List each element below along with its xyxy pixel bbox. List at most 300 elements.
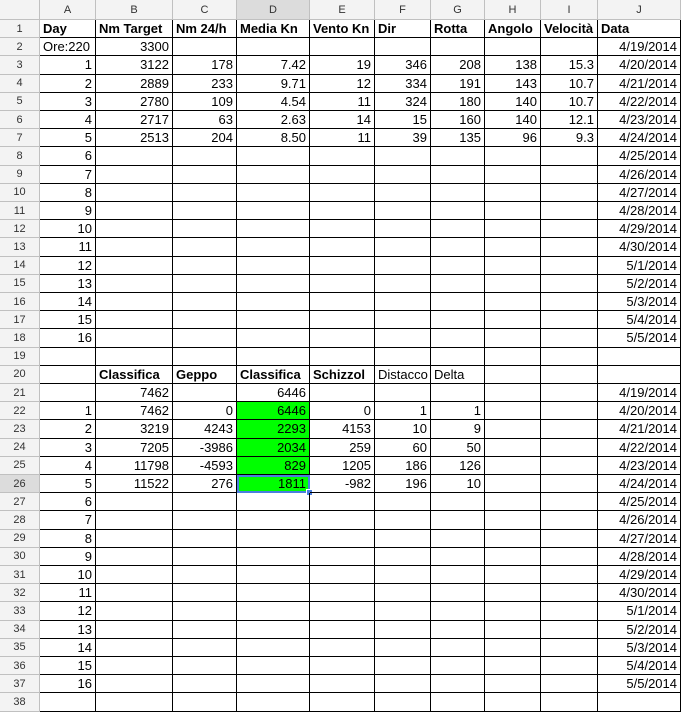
row-header-14[interactable]: 14 [0, 257, 40, 275]
row-header-36[interactable]: 36 [0, 657, 40, 675]
cell-j31[interactable]: 4/29/2014 [598, 566, 681, 584]
cell-c34[interactable] [173, 621, 237, 639]
cell-c13[interactable] [173, 238, 237, 256]
cell-g16[interactable] [431, 293, 485, 311]
cell-j18[interactable]: 5/5/2014 [598, 329, 681, 347]
row-header-30[interactable]: 30 [0, 548, 40, 566]
row-header-22[interactable]: 22 [0, 402, 40, 420]
cell-g36[interactable] [431, 657, 485, 675]
cell-a2[interactable]: Ore:220 [40, 38, 96, 56]
cell-a18[interactable]: 16 [40, 329, 96, 347]
cell-f16[interactable] [375, 293, 431, 311]
cell-c25[interactable]: -4593 [173, 457, 237, 475]
cell-c33[interactable] [173, 602, 237, 620]
cell-c6[interactable]: 63 [173, 111, 237, 129]
cell-c5[interactable]: 109 [173, 93, 237, 111]
cell-h26[interactable] [485, 475, 541, 493]
cell-c38[interactable] [173, 693, 237, 711]
row-header-2[interactable]: 2 [0, 38, 40, 56]
cell-j28[interactable]: 4/26/2014 [598, 511, 681, 529]
cell-c14[interactable] [173, 257, 237, 275]
cell-g35[interactable] [431, 639, 485, 657]
cell-f38[interactable] [375, 693, 431, 711]
cell-e8[interactable] [310, 147, 375, 165]
cell-e20[interactable]: Schizzol [310, 366, 375, 384]
cell-b14[interactable] [96, 257, 173, 275]
cell-f17[interactable] [375, 311, 431, 329]
row-header-4[interactable]: 4 [0, 75, 40, 93]
cell-e18[interactable] [310, 329, 375, 347]
cell-b19[interactable] [96, 348, 173, 366]
cell-d28[interactable] [237, 511, 310, 529]
cell-c35[interactable] [173, 639, 237, 657]
cell-h10[interactable] [485, 184, 541, 202]
cell-i17[interactable] [541, 311, 598, 329]
cell-j37[interactable]: 5/5/2014 [598, 675, 681, 693]
row-header-18[interactable]: 18 [0, 329, 40, 347]
cell-a37[interactable]: 16 [40, 675, 96, 693]
cell-j27[interactable]: 4/25/2014 [598, 493, 681, 511]
row-header-28[interactable]: 28 [0, 511, 40, 529]
cell-e13[interactable] [310, 238, 375, 256]
cell-j33[interactable]: 5/1/2014 [598, 602, 681, 620]
column-header-h[interactable]: H [485, 0, 541, 20]
cell-e14[interactable] [310, 257, 375, 275]
cell-d30[interactable] [237, 548, 310, 566]
row-header-20[interactable]: 20 [0, 366, 40, 384]
row-header-26[interactable]: 26 [0, 475, 40, 493]
cell-e21[interactable] [310, 384, 375, 402]
cell-i31[interactable] [541, 566, 598, 584]
cell-j16[interactable]: 5/3/2014 [598, 293, 681, 311]
cell-g38[interactable] [431, 693, 485, 711]
cell-e4[interactable]: 12 [310, 75, 375, 93]
row-header-6[interactable]: 6 [0, 111, 40, 129]
cell-i3[interactable]: 15.3 [541, 56, 598, 74]
row-header-1[interactable]: 1 [0, 20, 40, 38]
cell-f30[interactable] [375, 548, 431, 566]
cell-b12[interactable] [96, 220, 173, 238]
cell-g13[interactable] [431, 238, 485, 256]
cell-g34[interactable] [431, 621, 485, 639]
cell-i12[interactable] [541, 220, 598, 238]
cell-d18[interactable] [237, 329, 310, 347]
cell-i18[interactable] [541, 329, 598, 347]
cell-d6[interactable]: 2.63 [237, 111, 310, 129]
cell-d4[interactable]: 9.71 [237, 75, 310, 93]
cell-c10[interactable] [173, 184, 237, 202]
cell-h31[interactable] [485, 566, 541, 584]
cell-h22[interactable] [485, 402, 541, 420]
cell-g15[interactable] [431, 275, 485, 293]
cell-f22[interactable]: 1 [375, 402, 431, 420]
cell-h35[interactable] [485, 639, 541, 657]
cell-e11[interactable] [310, 202, 375, 220]
cell-h27[interactable] [485, 493, 541, 511]
cell-c36[interactable] [173, 657, 237, 675]
cell-d10[interactable] [237, 184, 310, 202]
row-header-16[interactable]: 16 [0, 293, 40, 311]
cell-c30[interactable] [173, 548, 237, 566]
cell-g23[interactable]: 9 [431, 420, 485, 438]
cell-a22[interactable]: 1 [40, 402, 96, 420]
cell-e30[interactable] [310, 548, 375, 566]
row-header-13[interactable]: 13 [0, 238, 40, 256]
cell-f12[interactable] [375, 220, 431, 238]
cell-i23[interactable] [541, 420, 598, 438]
cell-d25[interactable]: 829 [237, 457, 310, 475]
cell-g27[interactable] [431, 493, 485, 511]
cell-d37[interactable] [237, 675, 310, 693]
cell-d16[interactable] [237, 293, 310, 311]
cell-i35[interactable] [541, 639, 598, 657]
cell-e15[interactable] [310, 275, 375, 293]
cell-c28[interactable] [173, 511, 237, 529]
cell-d13[interactable] [237, 238, 310, 256]
cell-j32[interactable]: 4/30/2014 [598, 584, 681, 602]
cell-b17[interactable] [96, 311, 173, 329]
cell-d27[interactable] [237, 493, 310, 511]
cell-e9[interactable] [310, 166, 375, 184]
cell-f29[interactable] [375, 530, 431, 548]
cell-d15[interactable] [237, 275, 310, 293]
cell-f18[interactable] [375, 329, 431, 347]
cell-d14[interactable] [237, 257, 310, 275]
cell-a26[interactable]: 5 [40, 475, 96, 493]
cell-e12[interactable] [310, 220, 375, 238]
cell-i9[interactable] [541, 166, 598, 184]
cell-a14[interactable]: 12 [40, 257, 96, 275]
cell-j22[interactable]: 4/20/2014 [598, 402, 681, 420]
cell-g37[interactable] [431, 675, 485, 693]
cell-g18[interactable] [431, 329, 485, 347]
cell-g32[interactable] [431, 584, 485, 602]
cell-h8[interactable] [485, 147, 541, 165]
cell-f1[interactable]: Dir [375, 20, 431, 38]
row-header-24[interactable]: 24 [0, 439, 40, 457]
cell-d31[interactable] [237, 566, 310, 584]
cell-g30[interactable] [431, 548, 485, 566]
cell-g28[interactable] [431, 511, 485, 529]
cell-j12[interactable]: 4/29/2014 [598, 220, 681, 238]
cell-f36[interactable] [375, 657, 431, 675]
cell-c22[interactable]: 0 [173, 402, 237, 420]
cell-j2[interactable]: 4/19/2014 [598, 38, 681, 56]
cell-j30[interactable]: 4/28/2014 [598, 548, 681, 566]
cell-i34[interactable] [541, 621, 598, 639]
cell-a35[interactable]: 14 [40, 639, 96, 657]
cell-j17[interactable]: 5/4/2014 [598, 311, 681, 329]
cell-h24[interactable] [485, 439, 541, 457]
cell-h36[interactable] [485, 657, 541, 675]
cell-h1[interactable]: Angolo [485, 20, 541, 38]
row-header-11[interactable]: 11 [0, 202, 40, 220]
column-header-f[interactable]: F [375, 0, 431, 20]
cell-h33[interactable] [485, 602, 541, 620]
cell-f20[interactable]: Distacco [375, 366, 431, 384]
cell-e16[interactable] [310, 293, 375, 311]
cell-d2[interactable] [237, 38, 310, 56]
cell-j20[interactable] [598, 366, 681, 384]
cell-i4[interactable]: 10.7 [541, 75, 598, 93]
cell-a34[interactable]: 13 [40, 621, 96, 639]
cell-a21[interactable] [40, 384, 96, 402]
cell-h34[interactable] [485, 621, 541, 639]
column-header-e[interactable]: E [310, 0, 375, 20]
column-header-d[interactable]: D [237, 0, 310, 20]
cell-a24[interactable]: 3 [40, 439, 96, 457]
cell-e10[interactable] [310, 184, 375, 202]
cell-h16[interactable] [485, 293, 541, 311]
column-header-i[interactable]: I [541, 0, 598, 20]
cell-j13[interactable]: 4/30/2014 [598, 238, 681, 256]
cell-a12[interactable]: 10 [40, 220, 96, 238]
cell-e3[interactable]: 19 [310, 56, 375, 74]
cell-a7[interactable]: 5 [40, 129, 96, 147]
cell-i20[interactable] [541, 366, 598, 384]
cell-d20[interactable]: Classifica [237, 366, 310, 384]
cell-c1[interactable]: Nm 24/h [173, 20, 237, 38]
cell-f6[interactable]: 15 [375, 111, 431, 129]
cell-f31[interactable] [375, 566, 431, 584]
cell-e6[interactable]: 14 [310, 111, 375, 129]
cell-b2[interactable]: 3300 [96, 38, 173, 56]
row-header-25[interactable]: 25 [0, 457, 40, 475]
cell-h6[interactable]: 140 [485, 111, 541, 129]
cell-h11[interactable] [485, 202, 541, 220]
cell-c26[interactable]: 276 [173, 475, 237, 493]
cell-i19[interactable] [541, 348, 598, 366]
cell-b8[interactable] [96, 147, 173, 165]
cell-f26[interactable]: 196 [375, 475, 431, 493]
cell-d12[interactable] [237, 220, 310, 238]
cell-f27[interactable] [375, 493, 431, 511]
cell-f13[interactable] [375, 238, 431, 256]
cell-h9[interactable] [485, 166, 541, 184]
cell-d7[interactable]: 8.50 [237, 129, 310, 147]
cell-g17[interactable] [431, 311, 485, 329]
cell-b24[interactable]: 7205 [96, 439, 173, 457]
cell-c29[interactable] [173, 530, 237, 548]
cell-c23[interactable]: 4243 [173, 420, 237, 438]
cell-e19[interactable] [310, 348, 375, 366]
cell-c7[interactable]: 204 [173, 129, 237, 147]
row-header-12[interactable]: 12 [0, 220, 40, 238]
cell-c11[interactable] [173, 202, 237, 220]
cell-f15[interactable] [375, 275, 431, 293]
cell-c2[interactable] [173, 38, 237, 56]
cell-f3[interactable]: 346 [375, 56, 431, 74]
cell-i25[interactable] [541, 457, 598, 475]
cell-a32[interactable]: 11 [40, 584, 96, 602]
cell-f32[interactable] [375, 584, 431, 602]
cell-j11[interactable]: 4/28/2014 [598, 202, 681, 220]
row-header-27[interactable]: 27 [0, 493, 40, 511]
cell-c31[interactable] [173, 566, 237, 584]
cell-g31[interactable] [431, 566, 485, 584]
cell-a19[interactable] [40, 348, 96, 366]
cell-g26[interactable]: 10 [431, 475, 485, 493]
cell-i37[interactable] [541, 675, 598, 693]
cell-b11[interactable] [96, 202, 173, 220]
cell-c19[interactable] [173, 348, 237, 366]
row-header-10[interactable]: 10 [0, 184, 40, 202]
cell-b33[interactable] [96, 602, 173, 620]
cell-d11[interactable] [237, 202, 310, 220]
cell-a15[interactable]: 13 [40, 275, 96, 293]
cell-b10[interactable] [96, 184, 173, 202]
cell-b28[interactable] [96, 511, 173, 529]
cell-g14[interactable] [431, 257, 485, 275]
cell-b1[interactable]: Nm Target [96, 20, 173, 38]
cell-j19[interactable] [598, 348, 681, 366]
cell-e27[interactable] [310, 493, 375, 511]
cell-g12[interactable] [431, 220, 485, 238]
cell-i38[interactable] [541, 693, 598, 711]
cell-b38[interactable] [96, 693, 173, 711]
cell-c24[interactable]: -3986 [173, 439, 237, 457]
cell-a27[interactable]: 6 [40, 493, 96, 511]
cell-i36[interactable] [541, 657, 598, 675]
cell-i11[interactable] [541, 202, 598, 220]
cell-i1[interactable]: Velocità [541, 20, 598, 38]
cell-b23[interactable]: 3219 [96, 420, 173, 438]
cell-d24[interactable]: 2034 [237, 439, 310, 457]
cell-c17[interactable] [173, 311, 237, 329]
cell-f7[interactable]: 39 [375, 129, 431, 147]
cell-f37[interactable] [375, 675, 431, 693]
cell-j23[interactable]: 4/21/2014 [598, 420, 681, 438]
cell-f35[interactable] [375, 639, 431, 657]
cell-a17[interactable]: 15 [40, 311, 96, 329]
cell-e25[interactable]: 1205 [310, 457, 375, 475]
cell-b36[interactable] [96, 657, 173, 675]
cell-d29[interactable] [237, 530, 310, 548]
cell-f2[interactable] [375, 38, 431, 56]
cell-h12[interactable] [485, 220, 541, 238]
cell-b16[interactable] [96, 293, 173, 311]
cell-g3[interactable]: 208 [431, 56, 485, 74]
cell-h32[interactable] [485, 584, 541, 602]
cell-j7[interactable]: 4/24/2014 [598, 129, 681, 147]
cell-h5[interactable]: 140 [485, 93, 541, 111]
cell-d17[interactable] [237, 311, 310, 329]
cell-d32[interactable] [237, 584, 310, 602]
cell-g8[interactable] [431, 147, 485, 165]
cell-j26[interactable]: 4/24/2014 [598, 475, 681, 493]
cell-e2[interactable] [310, 38, 375, 56]
cell-h13[interactable] [485, 238, 541, 256]
cell-i7[interactable]: 9.3 [541, 129, 598, 147]
column-header-j[interactable]: J [598, 0, 681, 20]
cell-a3[interactable]: 1 [40, 56, 96, 74]
cell-b29[interactable] [96, 530, 173, 548]
cell-j14[interactable]: 5/1/2014 [598, 257, 681, 275]
cell-b37[interactable] [96, 675, 173, 693]
row-header-5[interactable]: 5 [0, 93, 40, 111]
cell-f8[interactable] [375, 147, 431, 165]
cell-d35[interactable] [237, 639, 310, 657]
cell-h38[interactable] [485, 693, 541, 711]
row-header-34[interactable]: 34 [0, 621, 40, 639]
cell-h17[interactable] [485, 311, 541, 329]
cell-f14[interactable] [375, 257, 431, 275]
cell-a20[interactable] [40, 366, 96, 384]
cell-e24[interactable]: 259 [310, 439, 375, 457]
cell-c37[interactable] [173, 675, 237, 693]
cell-i14[interactable] [541, 257, 598, 275]
cell-h29[interactable] [485, 530, 541, 548]
cell-a16[interactable]: 14 [40, 293, 96, 311]
cell-a13[interactable]: 11 [40, 238, 96, 256]
cell-j6[interactable]: 4/23/2014 [598, 111, 681, 129]
row-header-37[interactable]: 37 [0, 675, 40, 693]
cell-f25[interactable]: 186 [375, 457, 431, 475]
cell-b9[interactable] [96, 166, 173, 184]
cell-d9[interactable] [237, 166, 310, 184]
cell-j1[interactable]: Data [598, 20, 681, 38]
cell-e22[interactable]: 0 [310, 402, 375, 420]
cell-f10[interactable] [375, 184, 431, 202]
cell-e33[interactable] [310, 602, 375, 620]
row-header-38[interactable]: 38 [0, 693, 40, 711]
cell-a23[interactable]: 2 [40, 420, 96, 438]
cell-e28[interactable] [310, 511, 375, 529]
cell-g5[interactable]: 180 [431, 93, 485, 111]
cell-a31[interactable]: 10 [40, 566, 96, 584]
cell-d1[interactable]: Media Kn [237, 20, 310, 38]
cell-j3[interactable]: 4/20/2014 [598, 56, 681, 74]
column-header-a[interactable]: A [40, 0, 96, 20]
cell-h2[interactable] [485, 38, 541, 56]
cell-h18[interactable] [485, 329, 541, 347]
cell-a8[interactable]: 6 [40, 147, 96, 165]
cell-a33[interactable]: 12 [40, 602, 96, 620]
cell-f24[interactable]: 60 [375, 439, 431, 457]
cell-e23[interactable]: 4153 [310, 420, 375, 438]
cell-a4[interactable]: 2 [40, 75, 96, 93]
cell-j38[interactable] [598, 693, 681, 711]
cell-b21[interactable]: 7462 [96, 384, 173, 402]
row-header-15[interactable]: 15 [0, 275, 40, 293]
cell-a11[interactable]: 9 [40, 202, 96, 220]
cell-g29[interactable] [431, 530, 485, 548]
cell-g21[interactable] [431, 384, 485, 402]
cell-f19[interactable] [375, 348, 431, 366]
cell-j29[interactable]: 4/27/2014 [598, 530, 681, 548]
cell-i27[interactable] [541, 493, 598, 511]
cell-c12[interactable] [173, 220, 237, 238]
row-header-8[interactable]: 8 [0, 147, 40, 165]
cell-b35[interactable] [96, 639, 173, 657]
cell-c8[interactable] [173, 147, 237, 165]
cell-j10[interactable]: 4/27/2014 [598, 184, 681, 202]
cell-b22[interactable]: 7462 [96, 402, 173, 420]
cell-i29[interactable] [541, 530, 598, 548]
cell-c3[interactable]: 178 [173, 56, 237, 74]
cell-i10[interactable] [541, 184, 598, 202]
cell-h14[interactable] [485, 257, 541, 275]
cell-b26[interactable]: 11522 [96, 475, 173, 493]
cell-e17[interactable] [310, 311, 375, 329]
cell-b20[interactable]: Classifica [96, 366, 173, 384]
cell-b7[interactable]: 2513 [96, 129, 173, 147]
cell-g24[interactable]: 50 [431, 439, 485, 457]
cell-j36[interactable]: 5/4/2014 [598, 657, 681, 675]
cell-f11[interactable] [375, 202, 431, 220]
cell-h30[interactable] [485, 548, 541, 566]
column-header-c[interactable]: C [173, 0, 237, 20]
